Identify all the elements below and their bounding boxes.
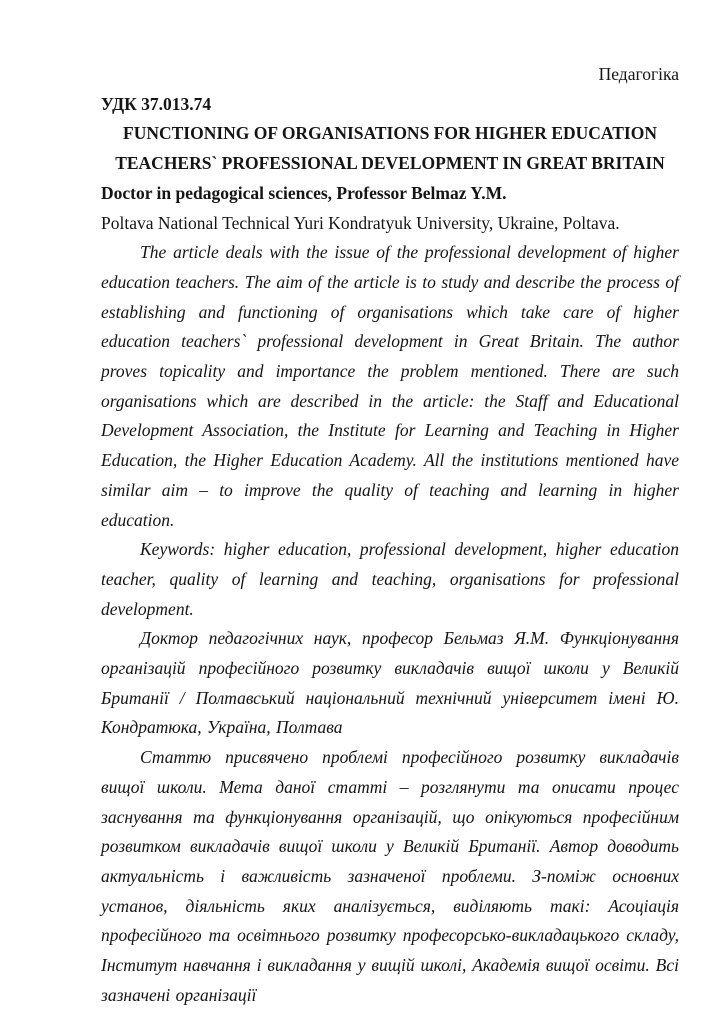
udc-code: УДК 37.013.74 xyxy=(101,93,212,114)
abstract-english: The article deals with the issue of the professional development of higher education teachers. The aim of the article is to study and describe the process of establishing and functioning of organisations which take care of higher education teachers` professional development in Great Britain. The author proves topicality and importance the problem mentioned. There are such organisations which are described in the article: the Staff and Educational Development Association, the Institute for Learning and Teaching in Higher Education, the Higher Education Academy. All the institutions mentioned have similar aim – to improve the quality of teaching and learning in higher education. xyxy=(101,242,679,530)
annotation-ukrainian-body: Статтю присвячено проблемі професійного розвитку викладачів вищої школи. Мета даної статті – розглянути та описати процес заснування та функціонування організацій, що опікуються професійним розвитком викладачів вищої школи у Великій Британії. Автор доводить актуальність і важливість зазначеної проблеми. З-поміж основних установ, діяльність яких аналізується, виділяють такі: Асоціація професійного та освітнього розвитку професорсько-викладацького складу, Інститут навчання і викладання у вищій школі, Академія вищої освіти. Всі зазначені організації xyxy=(101,747,679,1005)
keywords-english: Keywords: higher education, professional development, higher education teacher, quality of learning and teaching, organisations for professional development. xyxy=(101,539,679,619)
affiliation-line: Poltava National Technical Yuri Kondratyuk University, Ukraine, Poltava. xyxy=(101,212,620,233)
annotation-ukrainian-heading: Доктор педагогічних наук, професор Бельмаз Я.М. Функціонування організацій професійного розвитку викладачів вищої школи у Великій Британії / Полтавський національний технічний університет імені Ю. Кондратюка, Україна, Полтава xyxy=(101,628,679,738)
author-line: Doctor in pedagogical sciences, Professor Belmaz Y.M. xyxy=(101,182,507,203)
article-title-line-1: FUNCTIONING OF ORGANISATIONS FOR HIGHER EDUCATION xyxy=(123,123,657,144)
section-label: Педагогіка xyxy=(598,64,679,84)
article-title-line-2: TEACHERS` PROFESSIONAL DEVELOPMENT IN GREAT BRITAIN xyxy=(115,153,665,174)
